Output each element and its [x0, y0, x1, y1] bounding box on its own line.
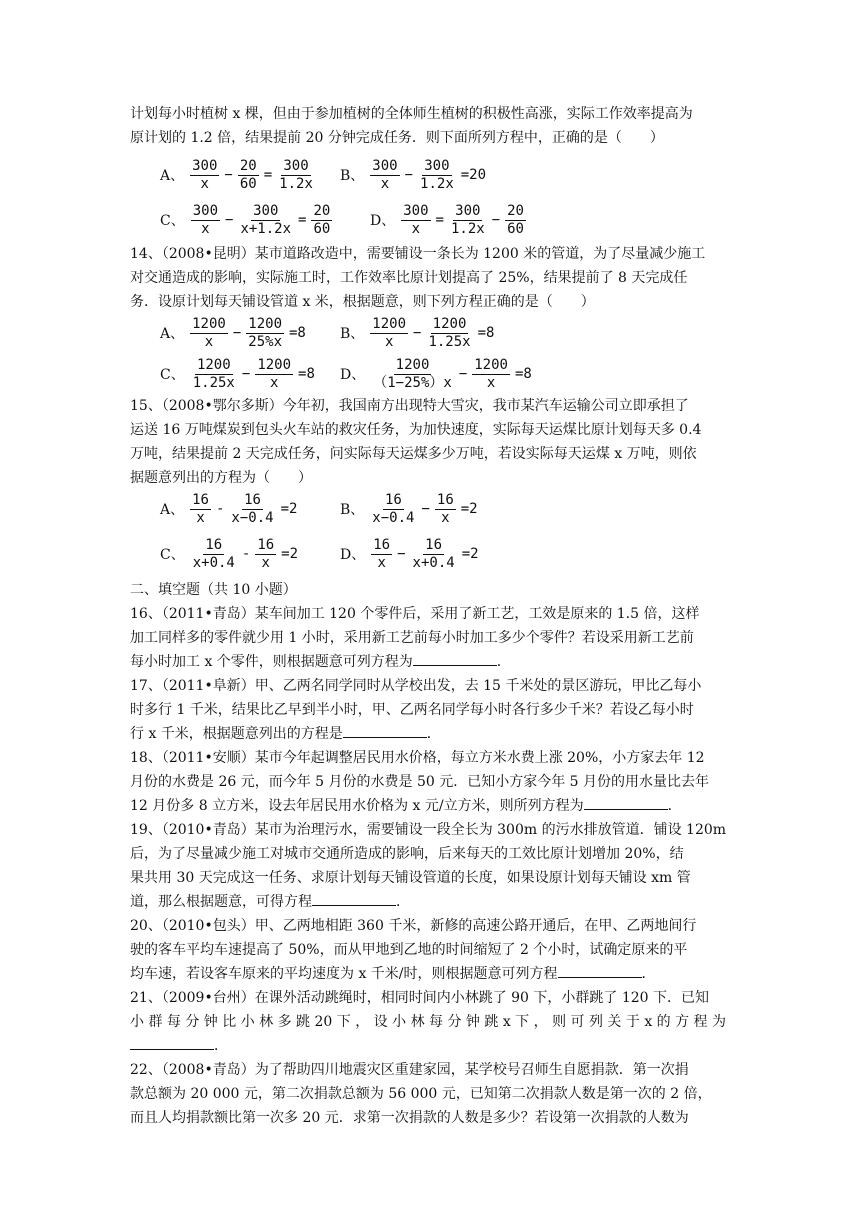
denominator: x+1.2x — [240, 220, 292, 237]
numerator: 300 — [192, 157, 218, 174]
option-label: A、 — [160, 502, 185, 518]
text-line: 行 x 千米，根据题意列出的方程是 ． — [130, 722, 742, 746]
question-15-text — [130, 394, 742, 490]
answer-blank — [130, 1035, 214, 1050]
numerator: 16 — [425, 536, 443, 553]
text-line: 均车速，若设客车原来的平均速度为 x 千米/时，则根据题意可列方程 ． — [130, 962, 742, 986]
text-line: 22、（2008•青岛）为了帮助四川地震灾区重建家园，某学校号召师生自愿捐款．第一次捐 — [130, 1062, 689, 1078]
operator: − — [232, 325, 242, 341]
denominator: x — [269, 374, 279, 391]
text-line: 据题意列出的方程为（ ） — [130, 470, 312, 486]
fraction — [311, 203, 332, 238]
operator: =8 — [514, 366, 532, 382]
option-label: D、 — [370, 213, 396, 229]
numerator: 300 — [424, 157, 450, 174]
denominator: x — [411, 220, 421, 237]
denominator: x — [261, 554, 270, 571]
text-line: 加工同样多的零件就少用 1 小时，采用新工艺前每小时加工多少个零件？若设采用新工艺前 — [130, 630, 694, 646]
numerator: 1200 — [432, 315, 467, 332]
fraction — [401, 203, 430, 238]
fraction — [277, 158, 315, 193]
denominator: x — [441, 509, 450, 526]
text-line: 月份的水费是 26 元，而今年 5 月份的水费是 50 元．已知小方家今年 5 月份的用水量比去年 — [130, 774, 710, 790]
question-17-text — [130, 674, 742, 746]
numerator: 1200 — [372, 315, 407, 332]
option-label: C、 — [160, 213, 185, 229]
answer-blank — [558, 963, 642, 978]
fraction — [238, 158, 259, 193]
text-line: 16、（2011•青岛）某车间加工 120 个零件后，采用了新工艺，工效是原来的 1.5 倍，这样 — [130, 606, 700, 622]
operator: − — [491, 212, 501, 228]
operator: =8 — [477, 325, 495, 341]
operator: − — [413, 325, 422, 341]
numerator: 300 — [253, 202, 279, 219]
operator: =2 — [281, 546, 299, 562]
numerator: 1200 — [192, 315, 226, 332]
option-a — [160, 152, 317, 198]
numerator: 16 — [436, 491, 454, 508]
fraction — [418, 158, 456, 193]
fraction — [472, 357, 510, 392]
option-label: B、 — [340, 168, 365, 184]
text-line: 20、（2010•包头）甲、乙两地相距 360 千米，新修的高速公路开通后，在甲、乙两地间行 — [130, 918, 697, 934]
fraction — [190, 158, 219, 193]
numerator: 16 — [384, 491, 402, 508]
question-15-options-row-1 — [160, 486, 760, 532]
denominator: x — [196, 509, 205, 526]
numerator: 1200 — [257, 356, 292, 373]
option-label: C、 — [160, 367, 185, 383]
numerator: 300 — [192, 202, 219, 219]
operator: = — [298, 212, 307, 228]
option-d — [370, 197, 528, 243]
operator: = — [435, 212, 444, 228]
numerator: 300 — [372, 157, 398, 174]
fraction — [426, 316, 472, 351]
numerator: 1200 — [395, 356, 430, 373]
operator: − — [404, 167, 414, 183]
operator: =8 — [298, 366, 315, 382]
answer-blank — [343, 723, 427, 738]
fraction — [191, 537, 237, 572]
operator: =2 — [461, 546, 479, 562]
denominator: x — [486, 374, 496, 391]
denominator: x — [200, 175, 209, 192]
question-13-options-row-1 — [160, 152, 760, 198]
numerator: 20 — [313, 202, 331, 219]
operator: − — [241, 366, 251, 382]
text-line: 每小时加工 x 个零件，则根据题意可列方程为 ． — [130, 650, 742, 674]
option-d — [340, 531, 482, 577]
fraction — [371, 357, 454, 392]
fraction — [435, 492, 456, 527]
operator: =2 — [460, 501, 478, 517]
fraction — [370, 492, 416, 527]
fraction — [370, 158, 399, 193]
operator: =8 — [289, 325, 306, 341]
numerator: 16 — [257, 536, 275, 553]
option-d — [340, 351, 535, 397]
fraction — [191, 203, 220, 238]
operator: − — [224, 167, 233, 183]
numerator: 16 — [192, 491, 209, 508]
denominator: x — [384, 333, 394, 350]
text-line: 18、（2011•安顺）某市今年起调整居民用水价格，每立方米水费上涨 20%，小方家去年 12 — [130, 750, 705, 766]
operator: = — [263, 167, 273, 183]
text-line: 道，那么根据题意，可得方程 ． — [130, 890, 742, 914]
question-16-text — [130, 602, 742, 674]
denominator: 60 — [313, 220, 331, 237]
text-line: 万吨，结果提前 2 天完成任务，问实际每天运煤多少万吨，若设实际每天运煤 x 万吨，则依 — [130, 446, 697, 462]
question-19-text — [130, 818, 742, 914]
text-line: ． — [130, 1034, 742, 1058]
option-a — [160, 486, 300, 532]
fraction — [190, 316, 228, 351]
numerator: 300 — [455, 202, 481, 219]
question-13-text — [130, 102, 742, 150]
operator: =20 — [460, 167, 487, 183]
denominator: x — [380, 175, 390, 192]
operator: − — [421, 501, 430, 517]
option-b — [340, 152, 489, 198]
option-label: C、 — [160, 547, 185, 563]
option-label: A、 — [160, 326, 185, 342]
denominator: x+0.4 — [412, 554, 455, 571]
fraction — [505, 203, 526, 238]
text-line: 务．设原计划每天铺设管道 x 米，根据题意，则下列方程正确的是（ ） — [130, 294, 595, 310]
denominator: 60 — [507, 220, 524, 237]
denominator: 1.2x — [450, 220, 485, 237]
numerator: 300 — [403, 202, 429, 219]
numerator: 16 — [244, 491, 261, 508]
denominator: x+0.4 — [192, 554, 235, 571]
question-13-options-row-2 — [160, 197, 760, 243]
denominator: x — [204, 333, 214, 350]
numerator: 1200 — [196, 356, 231, 373]
fraction — [371, 537, 392, 572]
fraction — [238, 203, 293, 238]
numerator: 1200 — [474, 356, 508, 373]
question-14-options-row-1 — [160, 310, 760, 356]
numerator: 20 — [507, 202, 524, 219]
operator: − — [397, 546, 406, 562]
question-20-text — [130, 914, 742, 986]
text-line: 对交通造成的影响，实际施工时，工作效率比原计划提高了 25%，结果提前了 8 天完成任 — [130, 270, 688, 286]
fraction — [229, 492, 275, 527]
question-18-text — [130, 746, 742, 818]
operator: =2 — [280, 501, 298, 517]
option-label: B、 — [340, 502, 365, 518]
text-line: 原计划的 1.2 倍，结果提前 20 分钟完成任务．则下面所列方程中，正确的是（ ） — [130, 130, 664, 146]
answer-blank — [312, 891, 396, 906]
text-line: 12 月份多 8 立方米，设去年居民用水价格为 x 元/立方米，则所列方程为 ． — [130, 794, 742, 818]
denominator: 1.25x — [192, 374, 235, 391]
denominator: 60 — [239, 175, 257, 192]
denominator: （1−25%）x — [373, 374, 452, 391]
option-b — [340, 486, 481, 532]
option-c — [160, 197, 334, 243]
option-c — [160, 531, 301, 577]
operator: - — [241, 546, 251, 562]
option-a — [160, 310, 309, 356]
fraction — [370, 316, 408, 351]
fraction — [411, 537, 457, 572]
numerator: 16 — [205, 536, 223, 553]
numerator: 300 — [283, 157, 309, 174]
numerator: 20 — [239, 157, 257, 174]
denominator: 1.2x — [279, 175, 313, 192]
denominator: x — [201, 220, 210, 237]
text-line: 17、（2011•阜新）甲、乙两名同学同时从学校出发，去 15 千米处的景区游玩，甲比乙每小 — [130, 678, 702, 694]
fraction — [190, 492, 211, 527]
section-heading: 二、填空题（共 10 小题） — [130, 582, 297, 598]
numerator: 16 — [373, 536, 391, 553]
question-22-text — [130, 1058, 742, 1130]
text-line: 果共用 30 天完成这一任务、求原计划每天铺设管道的长度，如果设原计划每天铺设 xm 管 — [130, 870, 691, 886]
denominator: 1.25x — [428, 333, 471, 350]
text-line: 计划每小时植树 x 棵，但由于参加植树的全体师生植树的积极性高涨，实际工作效率提高为 — [130, 106, 693, 122]
operator: - — [215, 501, 225, 517]
answer-blank — [584, 795, 668, 810]
option-label: D、 — [340, 367, 366, 383]
denominator: x−0.4 — [372, 509, 415, 526]
fraction — [246, 316, 284, 351]
text-line: 15、（2008•鄂尔多斯）今年初，我国南方出现特大雪灾，我市某汽车运输公司立即承担了 — [130, 398, 689, 414]
fraction — [191, 357, 237, 392]
option-label: D、 — [340, 547, 366, 563]
option-b — [340, 310, 497, 356]
option-label: A、 — [160, 168, 185, 184]
answer-blank — [413, 651, 497, 666]
text-line: 后，为了尽量减少施工对城市交通所造成的影响，后来每天的工效比原计划增加 20%，结 — [130, 846, 684, 862]
text-line: 21、（2009•台州）在课外活动跳绳时，相同时间内小林跳了 90 下，小群跳了 120 下．已知 — [130, 990, 710, 1006]
text-line: 而且人均捐款额比第一次多 20 元．求第一次捐款的人数是多少？若设第一次捐款的人数为 — [130, 1110, 689, 1126]
denominator: 1.2x — [420, 175, 454, 192]
denominator: x−0.4 — [231, 509, 274, 526]
denominator: 25%x — [248, 333, 282, 350]
question-14-text — [130, 242, 742, 314]
text-line: 小 群 每 分 钟 比 小 林 多 跳 20 下 ， 设 小 林 每 分 钟 跳 x 下 ， 则 可 列 关 于 x 的 方 程 为 — [130, 1014, 727, 1030]
text-line: 款总额为 20 000 元，第二次捐款总额为 56 000 元，已知第二次捐款人数是第一次的 2 倍， — [130, 1086, 712, 1102]
operator: − — [225, 212, 234, 228]
question-15-options-row-2 — [160, 531, 760, 577]
text-line: 19、（2010•青岛）某市为治理污水，需要铺设一段全长为 300m 的污水排放管道．铺设 120m — [130, 822, 727, 838]
fraction — [255, 537, 276, 572]
text-line: 时多行 1 千米，结果比乙早到半小时，甲、乙两名同学每小时各行多少千米？若设乙每小时 — [130, 702, 694, 718]
question-21-text — [130, 986, 742, 1058]
fraction — [449, 203, 487, 238]
option-label: B、 — [340, 326, 365, 342]
text-line: 驶的客车平均车速提高了 50%，而从甲地到乙地的时间缩短了 2 个小时，试确定原来的平 — [130, 942, 688, 958]
fraction — [255, 357, 293, 392]
text-line: 14、（2008•昆明）某市道路改造中，需要铺设一条长为 1200 米的管道，为了尽量减少施工 — [130, 246, 706, 262]
operator: − — [458, 366, 468, 382]
denominator: x — [377, 554, 386, 571]
numerator: 1200 — [248, 315, 282, 332]
text-line: 运送 16 万吨煤炭到包头火车站的救灾任务，为加快速度，实际每天运煤比原计划每天多 0.4 — [130, 422, 702, 438]
option-c — [160, 351, 318, 397]
question-14-options-row-2 — [160, 351, 760, 397]
